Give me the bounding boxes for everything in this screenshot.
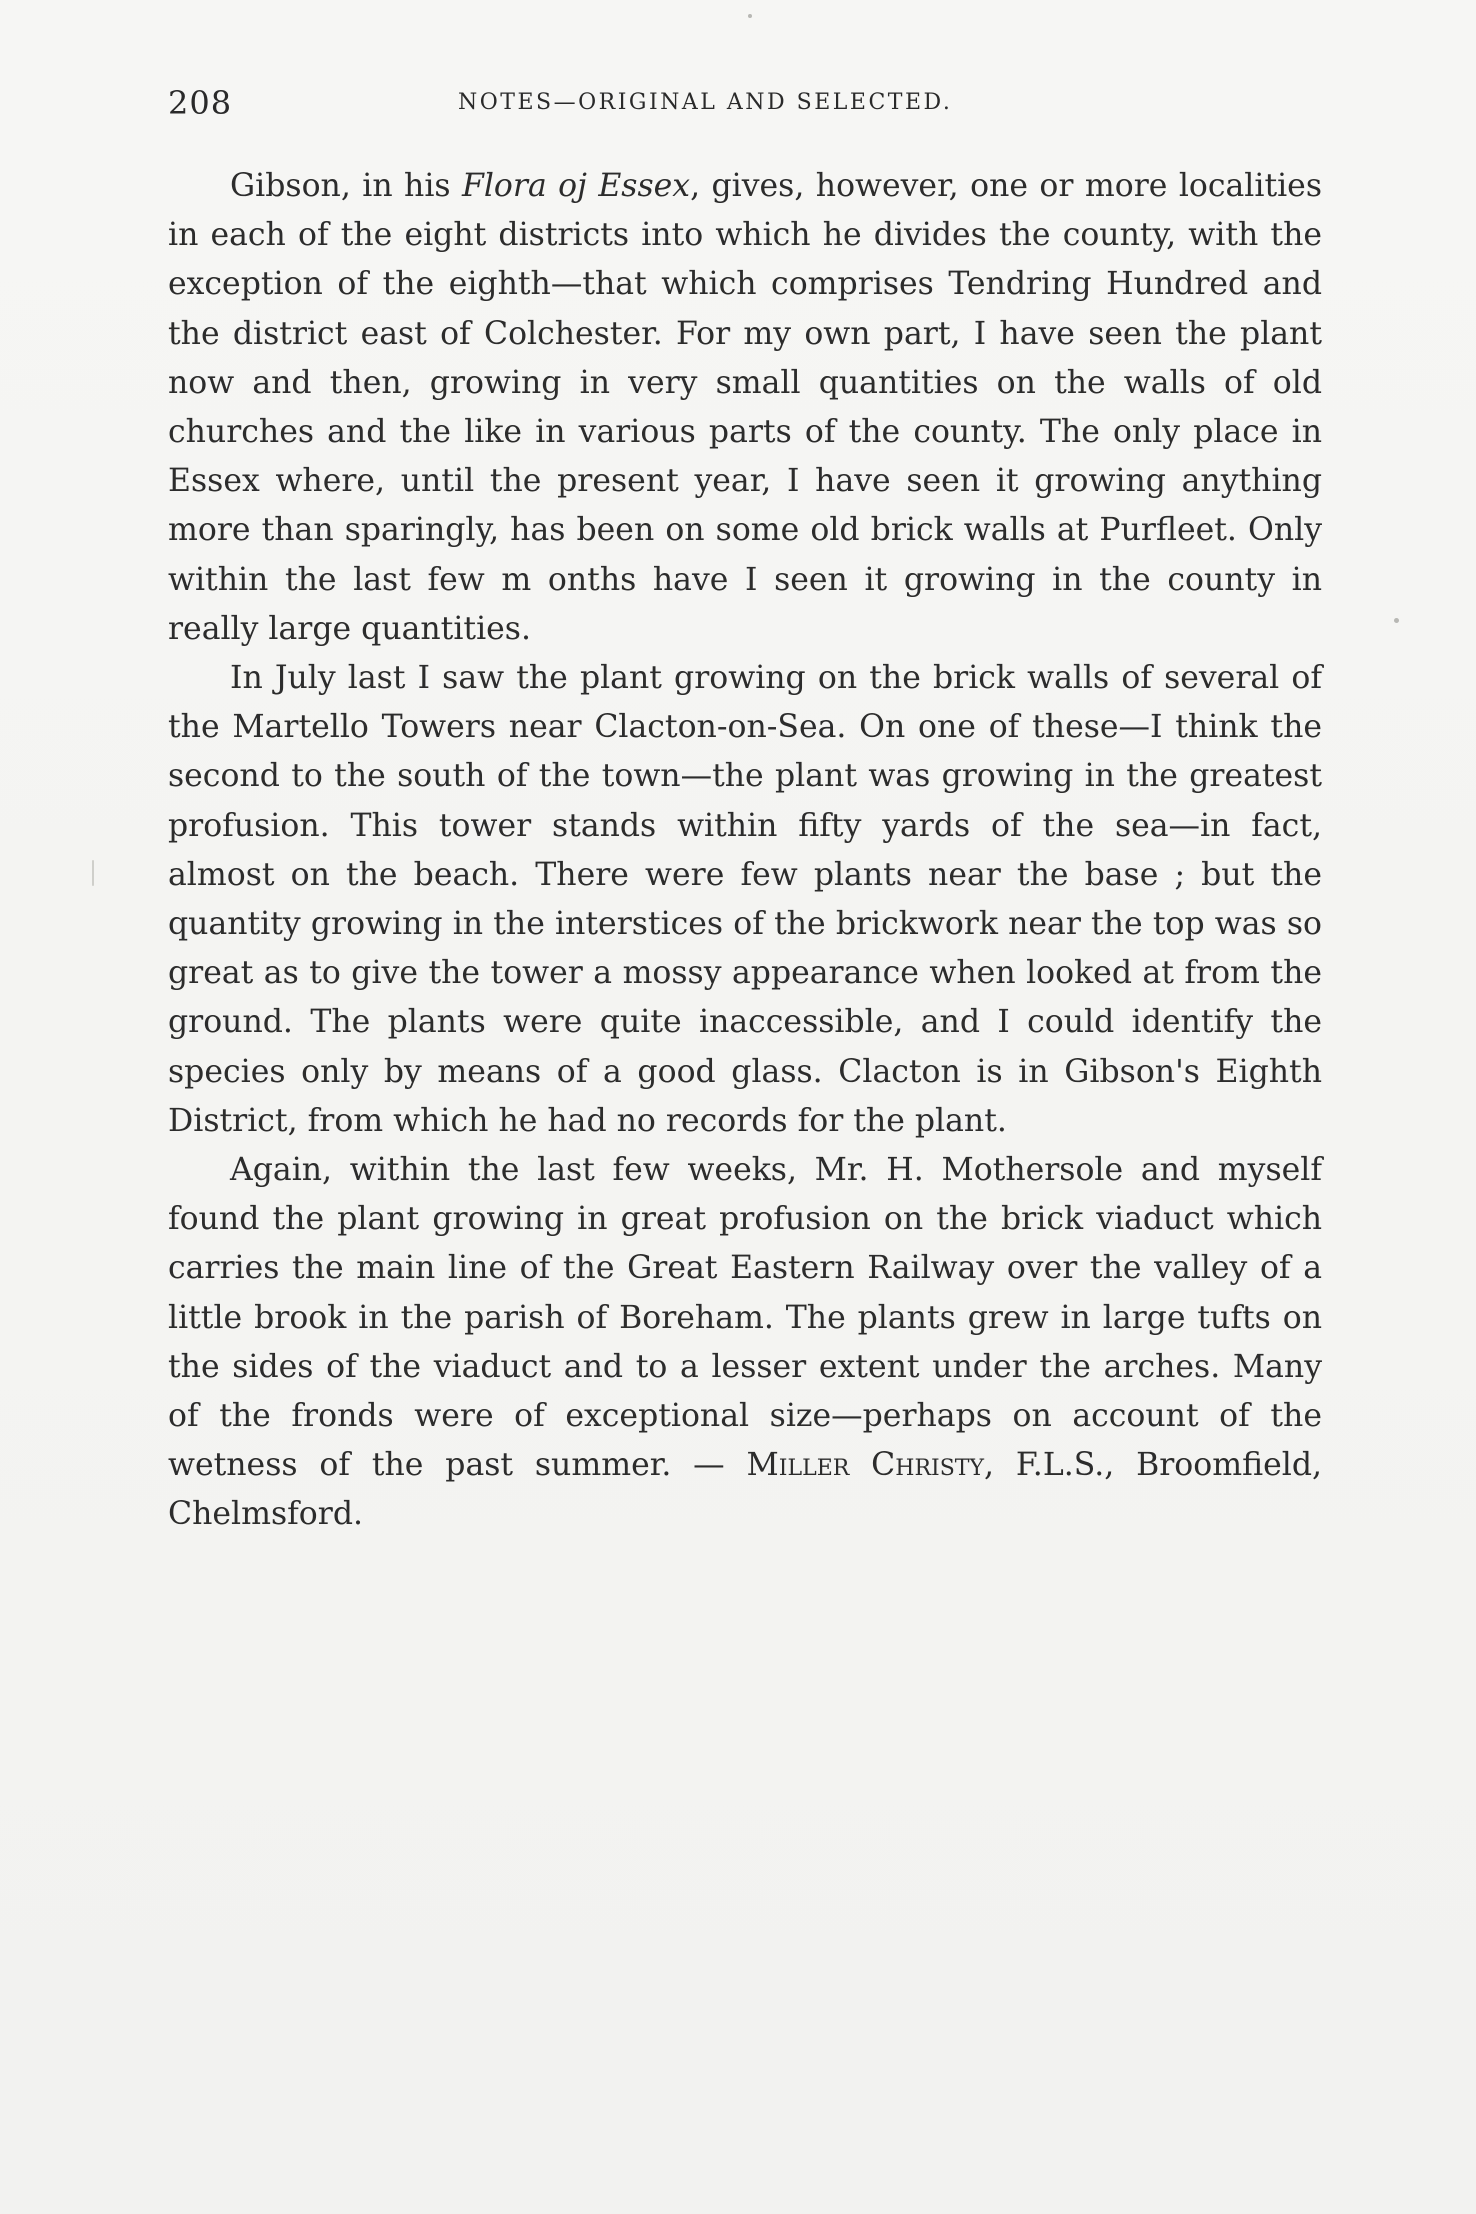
- paragraph-3: [168, 1146, 1322, 1540]
- paragraph-1-lead: Gibson, in his: [230, 168, 462, 204]
- page-number: 208: [168, 84, 233, 122]
- book-title: Flora oj Essex: [462, 168, 691, 204]
- paper-speck: [748, 14, 752, 18]
- paper-speck: [92, 860, 94, 886]
- paragraph-2: In July last I saw the plant growing on the brick walls of several of the Martello Towers near Clacton-on-Sea. On one of these—I think the second to the south of the town—the plant was growing in the greatest profusion. This tower stands within fifty yards of the sea—in fact, almost on the beach. There were few plants near the base ; but the quantity growing in the interstices of the brickwork near the top was so great as to give the tower a mossy appearance when looked at from the ground. The plants were quite inaccessible, and I could identify the species only by means of a good glass. Clacton is in Gibson's Eighth District, from which he had no records for the plant.: [168, 660, 1322, 1139]
- running-head: NOTES—ORIGINAL AND SELECTED.: [458, 90, 953, 115]
- body-text: [168, 162, 1322, 1540]
- paragraph-3-text: Again, within the last few weeks, Mr. H. Mothersole and myself found the plant growing in great profusion on the brick viaduct which carries the main line of the Great Eastern Railway over the valley of a little brook in the parish of Boreham. The plants grew in large tufts on the sides of the viaduct and to a lesser extent under the arches. Many of the fronds were of exceptional size—perhaps on account of the wetness of the past summer. —: [168, 1152, 1322, 1484]
- paper-speck: [1394, 618, 1399, 623]
- page-header: [168, 84, 1328, 134]
- paragraph-1-rest: , gives, however, one or more localities in each of the eight districts into which he divides the county, with the exception of the eighth—that which comprises Tendring Hundred and the district east of Colchester. For my own part, I have seen the plant now and then, growing in very small quantities on the walls of old churches and the like in various parts of the county. The only place in Essex where, until the present year, I have seen it growing anything more than sparingly, has been on some old brick walls at Purfleet. Only within the last few m onths have I seen it growing in the county in really large quantities.: [168, 168, 1322, 647]
- author-signature: Miller Christy: [746, 1447, 984, 1484]
- author-affiliation: , F.L.S., Broomfield, Chelmsford.: [168, 1447, 1322, 1533]
- paragraph-1: [168, 162, 1322, 654]
